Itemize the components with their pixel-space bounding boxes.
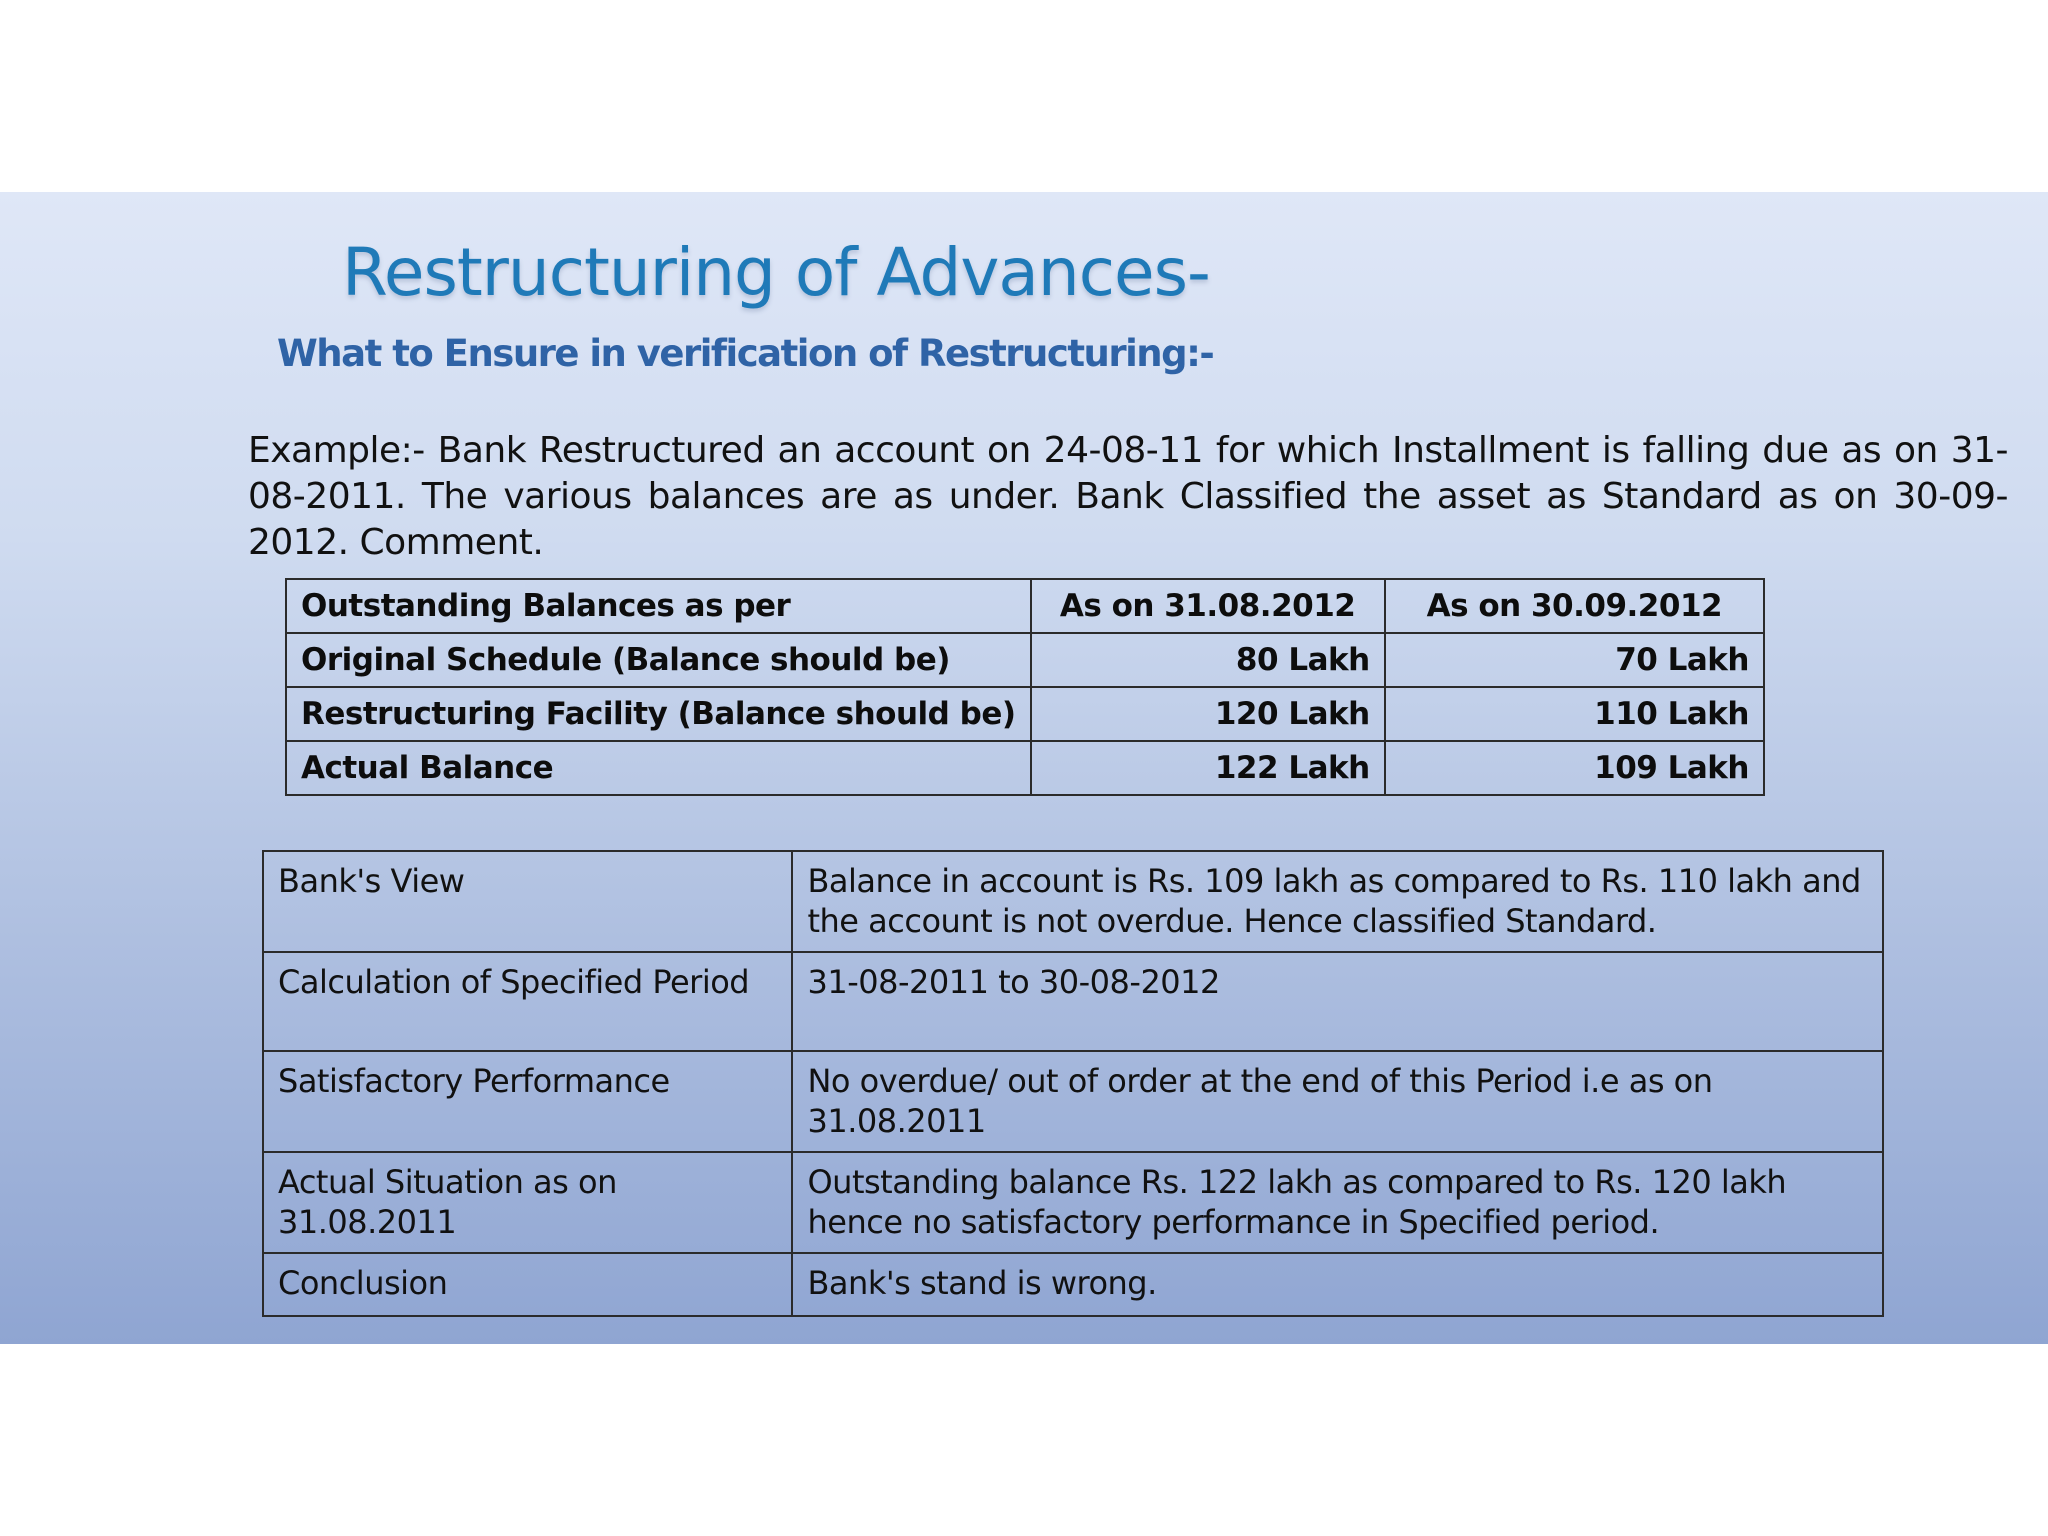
row-label: Restructuring Facility (Balance should be): [286, 687, 1031, 741]
table-cell: 120 Lakh: [1031, 687, 1385, 741]
table-cell: 122 Lakh: [1031, 741, 1385, 795]
table-cell: No overdue/ out of order at the end of this Period i.e as on 31.08.2011: [792, 1051, 1883, 1152]
column-header: As on 31.08.2012: [1031, 579, 1385, 633]
column-header: As on 30.09.2012: [1385, 579, 1764, 633]
column-header: Outstanding Balances as per: [286, 579, 1031, 633]
table-cell: 109 Lakh: [1385, 741, 1764, 795]
table-cell: 31-08-2011 to 30-08-2012: [792, 952, 1883, 1051]
row-label: Actual Situation as on 31.08.2011: [263, 1152, 792, 1253]
table-row: [286, 741, 1764, 795]
table-row: [263, 1051, 1883, 1152]
row-label: Bank's View: [263, 851, 792, 952]
table-cell: 70 Lakh: [1385, 633, 1764, 687]
slide: [0, 192, 2048, 1344]
table-cell: Balance in account is Rs. 109 lakh as compared to Rs. 110 lakh and the account is not overdue. Hence classified Standard.: [792, 851, 1883, 952]
row-label: Actual Balance: [286, 741, 1031, 795]
table-row: [263, 952, 1883, 1051]
row-label: Original Schedule (Balance should be): [286, 633, 1031, 687]
row-label: Satisfactory Performance: [263, 1051, 792, 1152]
row-label: Conclusion: [263, 1253, 792, 1316]
slide-title: Restructuring of Advances-: [342, 234, 1210, 311]
balances-table: [285, 578, 1765, 796]
table-cell: 110 Lakh: [1385, 687, 1764, 741]
row-label: Calculation of Specified Period: [263, 952, 792, 1051]
table-header-row: [286, 579, 1764, 633]
table-row: [263, 1152, 1883, 1253]
table-cell: 80 Lakh: [1031, 633, 1385, 687]
table-cell: Bank's stand is wrong.: [792, 1253, 1883, 1316]
analysis-table: [262, 850, 1884, 1317]
table-row: [286, 633, 1764, 687]
slide-subtitle: What to Ensure in verification of Restructuring:-: [277, 332, 1214, 375]
table-row: [286, 687, 1764, 741]
table-cell: Outstanding balance Rs. 122 lakh as compared to Rs. 120 lakh hence no satisfactory performance in Specified period.: [792, 1152, 1883, 1253]
table-row: [263, 851, 1883, 952]
example-paragraph: Example:- Bank Restructured an account on 24-08-11 for which Installment is falling due as on 31-08-2011. The various balances are as under. Bank Classified the asset as Standard as on 30-09-2012. Comment.: [248, 430, 2008, 563]
table-row: [263, 1253, 1883, 1316]
